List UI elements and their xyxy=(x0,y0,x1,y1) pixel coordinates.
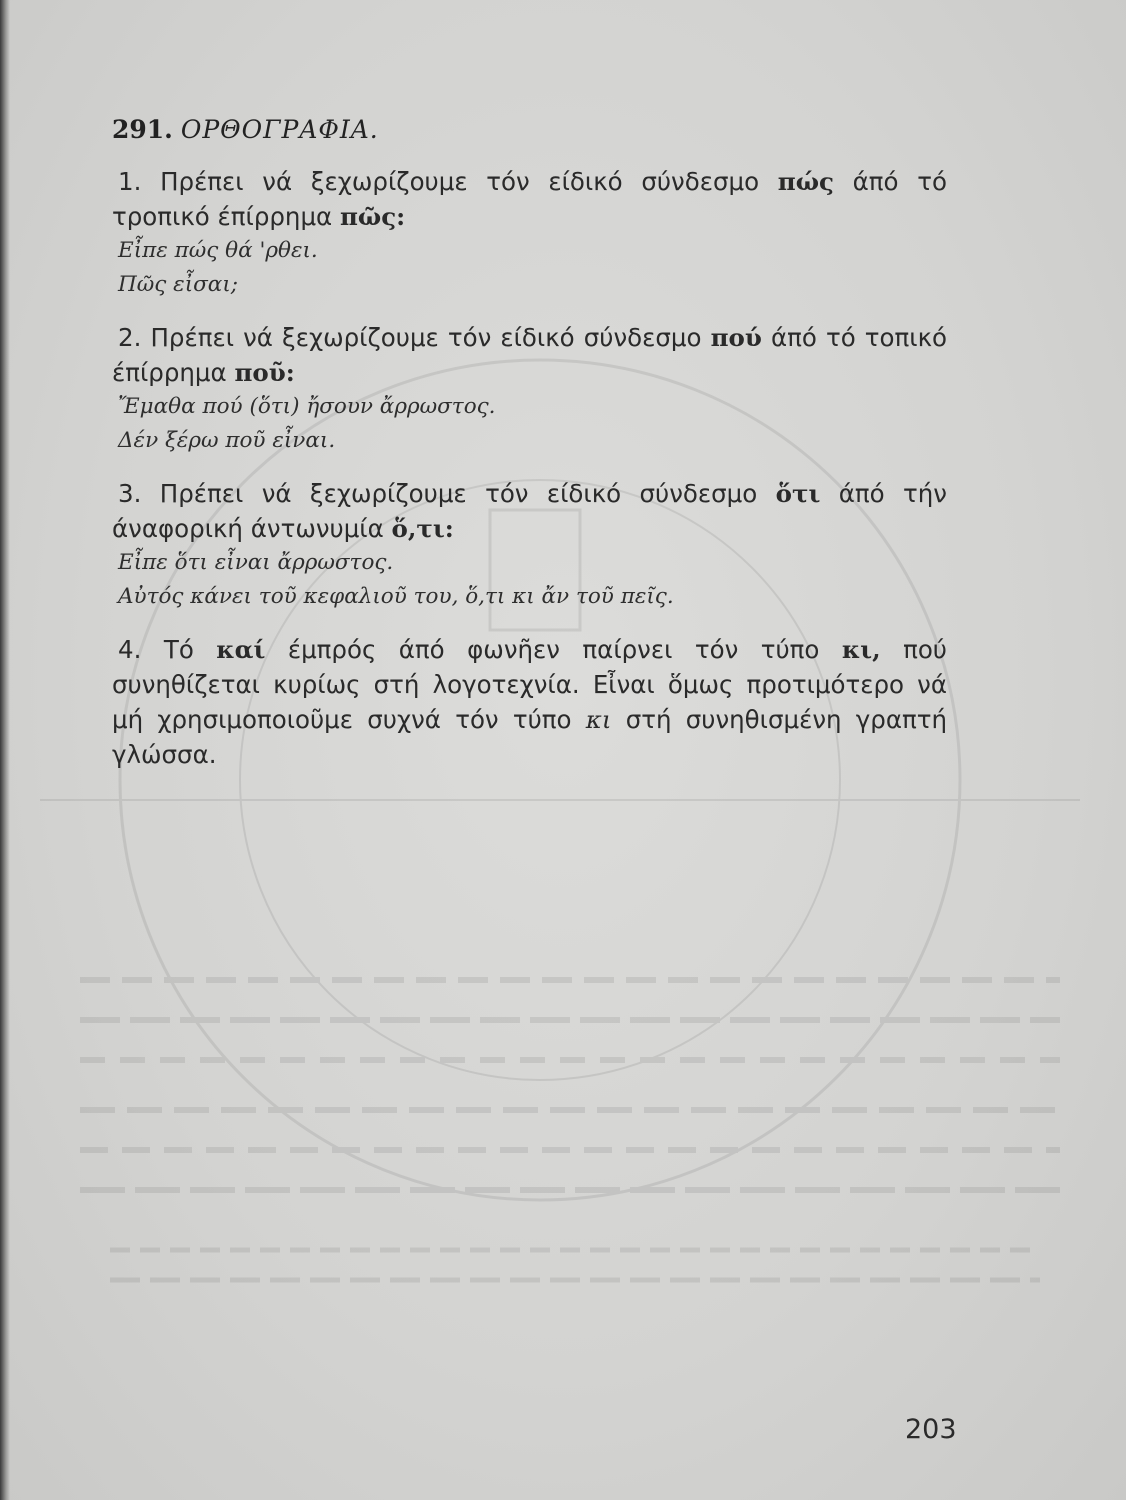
example-sentence: Δέν ξέρω ποῦ εἶναι. xyxy=(118,428,336,453)
example-sentence: Πῶς εἶσαι; xyxy=(118,272,238,297)
section-heading xyxy=(112,108,947,152)
rule-keyword: ὅ,τι: xyxy=(391,514,454,543)
rule-keyword: πώς xyxy=(777,167,834,196)
rule-text-segment: Πρέπει νά ξεχωρίζουμε τόν είδικό σύνδεσμο xyxy=(159,479,776,508)
rule-keyword: πῶς: xyxy=(340,202,406,231)
rule-keyword: ὅτι xyxy=(775,479,821,508)
rule-block xyxy=(112,164,947,302)
rule-text xyxy=(112,632,947,772)
page-number: 203 xyxy=(905,1414,957,1445)
section-number: 291. xyxy=(112,115,173,144)
rule-keyword: ποῦ: xyxy=(234,358,295,387)
rule-text-segment: πού συνηθίζεται κυρίως στή λογοτεχνία. Εἶναι ὅμως προτιμότερο νά μή χρησιμοποιοῦμε συχνά τόν τύπο xyxy=(112,635,947,734)
rule-text-segment: Πρέπει νά ξεχωρίζουμε τόν είδικό σύνδεσμο xyxy=(150,323,711,352)
example-sentence: Εἶπε πώς θά 'ρθει. xyxy=(118,238,318,263)
rule-number: 3. xyxy=(118,479,142,508)
rule-number: 4. xyxy=(118,635,142,664)
example-sentence: Ἔμαθα πού (ὅτι) ἤσουν ἄρρωστος. xyxy=(118,394,496,419)
book-spine-shadow xyxy=(0,0,10,1500)
rule-text-segment: Τό xyxy=(163,635,217,664)
rule-text-segment: άπό τήν άναφορική άντωνυμία xyxy=(112,479,947,543)
rule-number: 1. xyxy=(118,167,142,196)
rule-text-segment: έμπρός άπό φωνῆεν παίρνει τόν τύπο xyxy=(265,635,842,664)
rule-keyword: κι xyxy=(585,705,612,734)
rule-block xyxy=(112,632,947,772)
rule-number: 2. xyxy=(118,323,142,352)
rule-text xyxy=(112,320,947,390)
rule-text-segment: άπό τό τοπικό έπίρρημα xyxy=(112,323,947,387)
rule-text xyxy=(112,476,947,546)
rule-block xyxy=(112,476,947,614)
rule-text xyxy=(112,164,947,234)
rule-text-segment: Πρέπει νά ξεχωρίζουμε τόν είδικό σύνδεσμο xyxy=(160,167,778,196)
rule-keyword: κι, xyxy=(841,635,881,664)
rule-text-segment: στή συνηθισμένη γραπτή γλώσσα. xyxy=(112,705,948,769)
rules-list xyxy=(112,164,947,772)
example-sentence: Εἶπε ὅτι εἶναι ἄρρωστος. xyxy=(118,550,394,575)
text-body xyxy=(112,108,947,790)
rule-text-segment: άπό τό τροπικό έπίρρημα xyxy=(112,167,947,231)
rule-block xyxy=(112,320,947,458)
section-title: ΟΡΘΟΓΡΑΦΙΑ. xyxy=(180,115,379,144)
example-sentence: Αὐτός κάνει τοῦ κεφαλιοῦ του, ὅ,τι κι ἄν τοῦ πεῖς. xyxy=(118,584,674,609)
rule-keyword: καί xyxy=(216,635,266,664)
rule-keyword: πού xyxy=(710,323,762,352)
